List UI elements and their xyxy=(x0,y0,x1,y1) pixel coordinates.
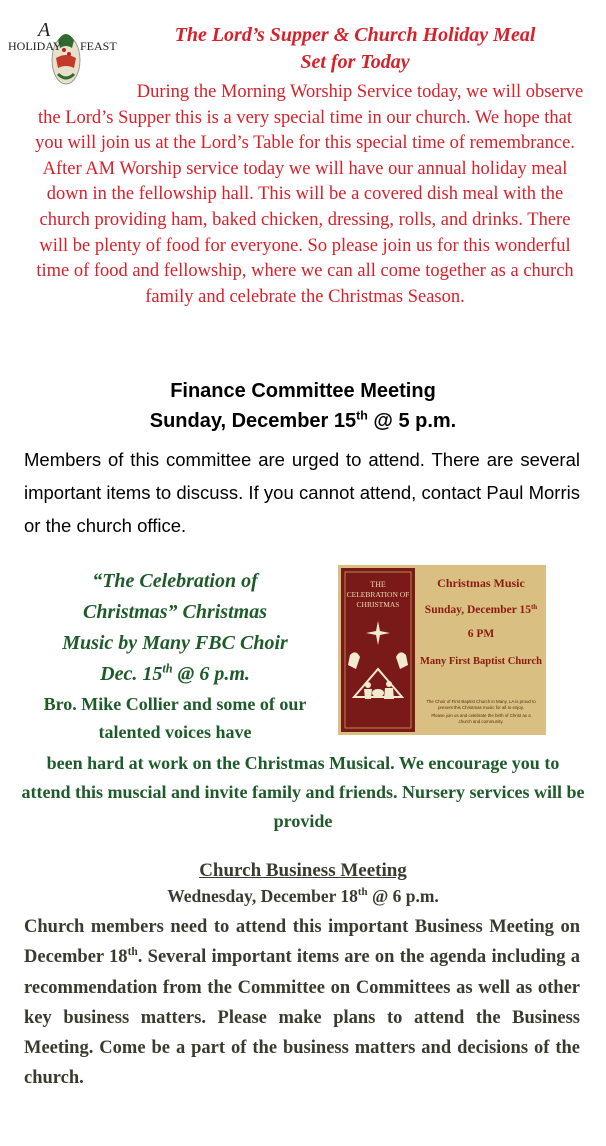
holiday-feast-logo xyxy=(8,18,123,88)
finance-body: Members of this committee are urged to attend. There are several important items to discuss. If you cannot attend, contact Paul Morris or the church office. xyxy=(24,449,580,536)
poster-small-3: Please join us and celebrate the birth of Christ as a xyxy=(431,713,531,718)
choir-title-line1: “The Celebration of xyxy=(92,570,258,592)
poster-small-4: church and community. xyxy=(458,719,504,724)
finance-title: Finance Committee Meeting xyxy=(170,380,436,402)
supper-title-line2: Set for Today xyxy=(300,51,410,73)
choir-intro: Bro. Mike Collier and some of our talented voices have xyxy=(43,694,307,742)
poster-small-2: present this Christmas music for all to enjoy. xyxy=(438,705,524,710)
finance-date: Sunday, December 15th @ 5 p.m. xyxy=(149,408,457,432)
choir-date: Dec. 15th @ 6 p.m. xyxy=(100,661,250,685)
choir-body: been hard at work on the Christmas Musical. We encourage you to attend this muscial and invite family and friends. Nursery services will be provide xyxy=(21,753,585,831)
poster-right-line2: 6 PM xyxy=(467,628,495,640)
choir-title-line2: Christmas” Christmas xyxy=(83,601,267,623)
poster-right-title: Christmas Music xyxy=(437,576,525,590)
christmas-music-poster xyxy=(338,565,546,735)
logo-word-right: FEAST xyxy=(80,39,117,53)
poster-small-1: The Choir of First Baptist Church in Many, LA is proud to xyxy=(426,699,536,704)
holiday-feast-illustration xyxy=(8,18,123,88)
logo-letter: A xyxy=(38,19,51,41)
business-date: Wednesday, December 18th @ 6 p.m. xyxy=(167,886,439,906)
supper-body-text: During the Morning Worship Service today, we will observe the Lord’s Supper this is a very special time in our church. We hope that you will join us at the Lord’s Table for this special time of remembrance. After AM Worship service today we will have our annual holiday meal down in the fellowship hall. This will be a covered dish meal with the church providing ham, baked chicken, dressing, rolls, and drinks. There will be plenty of food for everyone. So please join us for this wonderful time of food and fellowship, where we can all come together as a church family and celebrate the Christmas Season. xyxy=(35,82,584,307)
logo-word-left: HOLIDAY xyxy=(8,39,62,53)
supper-body xyxy=(24,80,586,310)
poster-right-line1: Sunday, December 15th xyxy=(424,603,538,616)
poster-left-title1: THE xyxy=(370,580,386,589)
supper-title xyxy=(120,22,590,76)
business-body: Church members need to attend this important Business Meeting on December 18th. Several important items are on the agenda including a recommendation from the Committee on Committees as well as other key business matters. Please make plans to attend the Business Meeting. Come be a part of the business matters and decisions of the church. xyxy=(24,917,581,1089)
poster-left-title2: CELEBRATION OF xyxy=(346,590,410,599)
choir-title-line3: Music by Many FBC Choir xyxy=(62,632,288,654)
supper-title-line1: The Lord’s Supper & Church Holiday Meal xyxy=(174,24,536,46)
business-title: Church Business Meeting xyxy=(199,860,407,881)
poster-right-line3: Many First Baptist Church xyxy=(419,656,543,667)
choir-title xyxy=(25,566,325,690)
poster-left-title3: CHRISTMAS xyxy=(356,600,400,609)
